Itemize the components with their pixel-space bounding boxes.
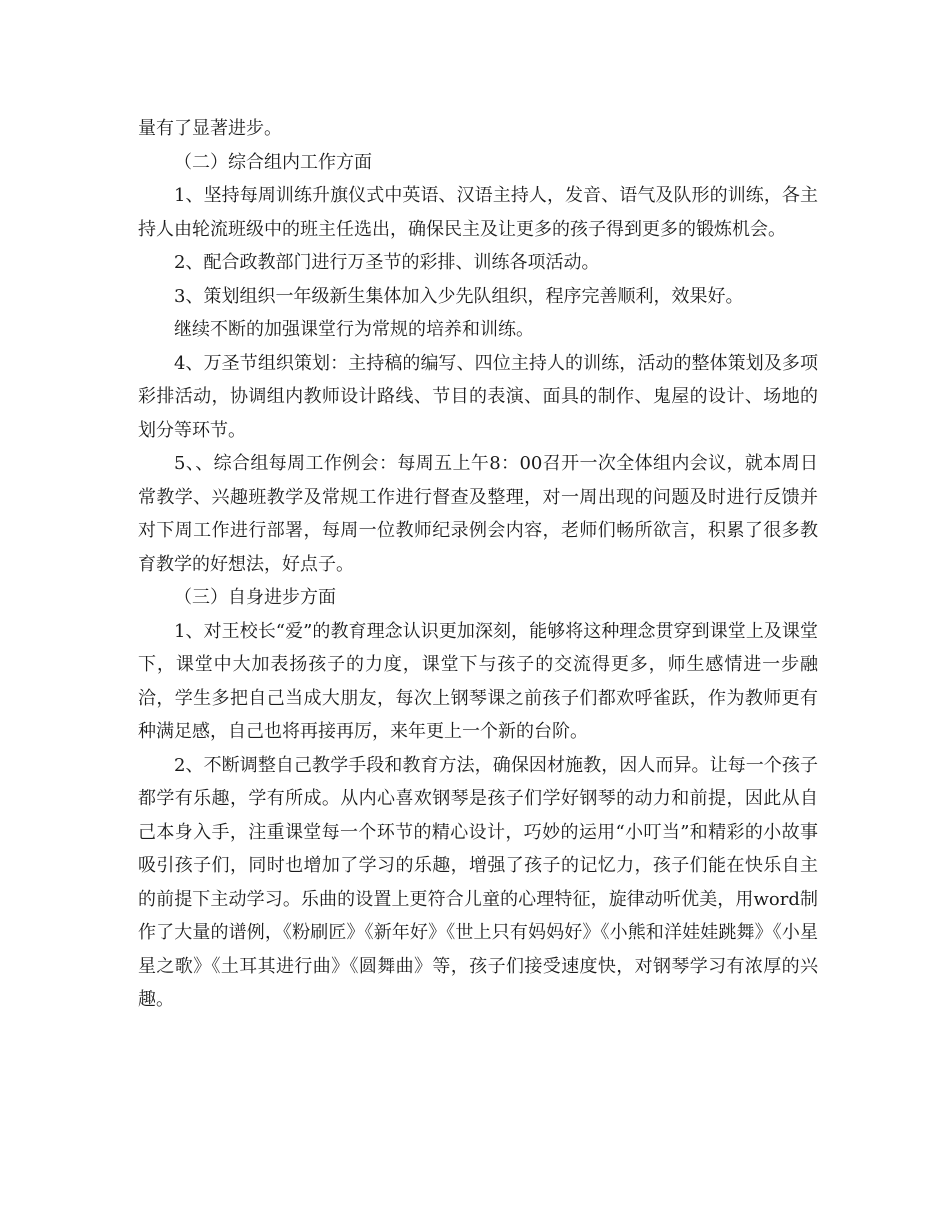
section-heading-self-progress: （三）自身进步方面 — [174, 587, 336, 608]
paragraph-self-item-2: 2、不断调整自己教学手段和教育方法，确保因材施教，因人而异。让每一个孩子都学有乐趣，学有所成。从内心喜欢钢琴是孩子们学好钢琴的动力和前提，因此从自己本身入手，注重课堂每一个环节的精心设计，巧妙的运用“小叮当”和精彩的小故事吸引孩子们，同时也增加了学习的乐趣，增强了孩子的记忆力，孩子们能在快乐自主的前提下主动学习。乐曲的设置上更符合儿童的心理特征，旋律动听优美，用word制作了大量的谱例，《粉刷匠》《新年好》《世上只有妈妈好》《小熊和洋娃娃跳舞》《小星星之歌》《土耳其进行曲》《圆舞曲》等，孩子们接受速度快，对钢琴学习有浓厚的兴趣。 — [138, 754, 818, 1010]
section-heading-comprehensive-group: （二）综合组内工作方面 — [174, 151, 372, 173]
paragraph-self-item-1: 1、对王校长“爱”的教育理念认识更加深刻，能够将这种理念贯穿到课堂上及课堂下，课堂中大加表扬孩子的力度，课堂下与孩子的交流得更多，师生感情进一步融洽，学生多把自己当成大朋友，每次上钢琴课之前孩子们都欢呼雀跃，作为教师更有种满足感，自己也将再接再厉，来年更上一个新的台阶。 — [138, 620, 818, 742]
paragraph-item-4-halloween-planning: 4、万圣节组织策划：主持稿的编写、四位主持人的训练，活动的整体策划及多项彩排活动，协调组内教师设计路线、节目的表演、面具的制作、鬼屋的设计、场地的划分等环节。 — [138, 352, 818, 441]
document-body — [138, 112, 818, 1017]
paragraph-continuation: 量有了显著进步。 — [138, 118, 282, 139]
paragraph-classroom-routine: 继续不断的加强课堂行为常规的培养和训练。 — [174, 319, 534, 340]
paragraph-item-5-weekly-meeting: 5、、综合组每周工作例会：每周五上午8：00召开一次全体组内会议，就本周日常教学、兴趣班教学及常规工作进行督查及整理，对一周出现的问题及时进行反馈并对下周工作进行部署，每周一位教师纪录例会内容，老师们畅所欲言，积累了很多教育教学的好想法，好点子。 — [138, 453, 818, 575]
paragraph-item-1-flag-ceremony: 1、坚持每周训练升旗仪式中英语、汉语主持人，发音、语气及队形的训练，各主持人由轮流班级中的班主任选出，确保民主及让更多的孩子得到更多的锻炼机会。 — [138, 185, 818, 240]
paragraph-item-2-halloween-rehearsal: 2、配合政教部门进行万圣节的彩排、训练各项活动。 — [174, 252, 600, 273]
paragraph-item-3-young-pioneers: 3、策划组织一年级新生集体加入少先队组织，程序完善顺利，效果好。 — [174, 285, 744, 307]
